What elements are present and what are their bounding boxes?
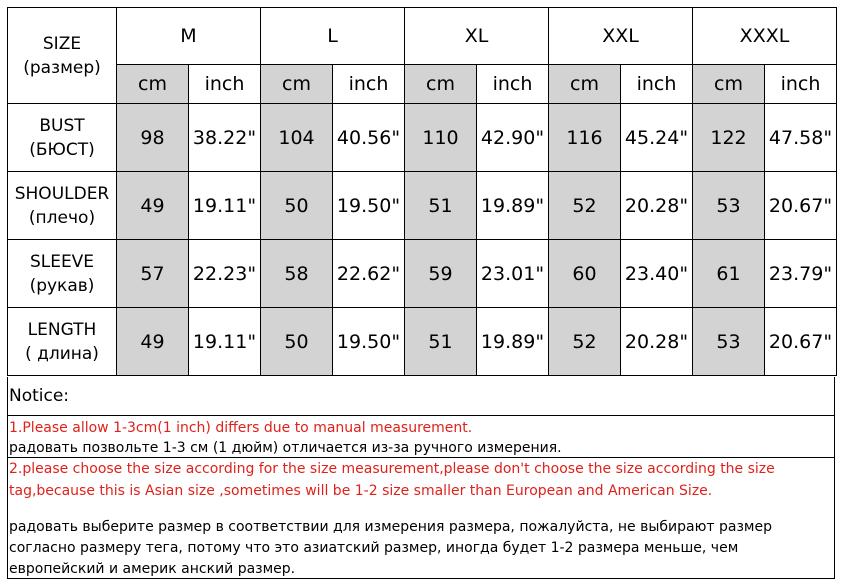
value-cm: 51 xyxy=(405,308,477,376)
unit-cm: cm xyxy=(549,65,621,104)
value-inch: 40.56" xyxy=(333,104,405,172)
unit-cm: cm xyxy=(261,65,333,104)
value-cm: 49 xyxy=(117,172,189,240)
size-chart-table xyxy=(7,7,837,376)
row-label: BUST xyxy=(39,115,85,136)
value-cm: 53 xyxy=(693,308,765,376)
value-cm: 52 xyxy=(549,308,621,376)
size-m-header: M xyxy=(117,8,261,65)
value-inch: 22.23" xyxy=(189,240,261,308)
value-inch: 19.11" xyxy=(189,308,261,376)
size-label: SIZE xyxy=(42,33,82,54)
row-label-cell xyxy=(8,308,117,376)
notice-box xyxy=(7,377,835,579)
notice-divider xyxy=(8,457,834,458)
note2-en-line1: 2.please choose the size according for the size measurement,please don't choose the size according the size xyxy=(9,461,775,477)
value-cm: 58 xyxy=(261,240,333,308)
value-inch: 23.79" xyxy=(765,240,837,308)
value-inch: 22.62" xyxy=(333,240,405,308)
value-cm: 51 xyxy=(405,172,477,240)
unit-cm: cm xyxy=(405,65,477,104)
unit-header-row xyxy=(8,65,837,104)
size-xl-header: XL xyxy=(405,8,549,65)
size-label-ru: (размер) xyxy=(23,57,101,78)
value-cm: 59 xyxy=(405,240,477,308)
row-label: SLEEVE xyxy=(29,251,95,272)
unit-inch: inch xyxy=(765,65,837,104)
row-label: LENGTH xyxy=(27,319,97,340)
note1-ru: радовать позвольте 1-3 см (1 дюйм) отличается из-за ручного измерения. xyxy=(9,440,562,456)
value-inch: 19.50" xyxy=(333,308,405,376)
value-inch: 20.28" xyxy=(621,308,693,376)
note2-ru: радовать выберите размер в соответствии для измерения размера, пожалуйста, не выбирают размер согласно размеру тега, потому что это азиатский размер, иногда будет 1-2 размера меньше, чем европейский и америк анский размер. xyxy=(9,519,772,577)
value-cm: 49 xyxy=(117,308,189,376)
value-cm: 98 xyxy=(117,104,189,172)
row-label-cell xyxy=(8,172,117,240)
value-cm: 104 xyxy=(261,104,333,172)
value-inch: 20.28" xyxy=(621,172,693,240)
row-label-ru: (рукав) xyxy=(29,275,95,296)
table-row-length xyxy=(8,308,837,376)
value-cm: 52 xyxy=(549,172,621,240)
unit-cm: cm xyxy=(693,65,765,104)
row-label-ru: ( длина) xyxy=(25,343,99,364)
value-cm: 61 xyxy=(693,240,765,308)
value-cm: 53 xyxy=(693,172,765,240)
value-cm: 122 xyxy=(693,104,765,172)
note2-en-line2: tag,because this is Asian size ,sometimes will be 1-2 size smaller than European and American Size. xyxy=(9,483,713,499)
notice-divider xyxy=(8,415,834,416)
size-xxl-header: XXL xyxy=(549,8,693,65)
unit-inch: inch xyxy=(621,65,693,104)
value-inch: 47.58" xyxy=(765,104,837,172)
value-inch: 19.11" xyxy=(189,172,261,240)
value-cm: 60 xyxy=(549,240,621,308)
row-label: SHOULDER xyxy=(14,183,110,204)
value-inch: 19.89" xyxy=(477,172,549,240)
size-header-row xyxy=(8,8,837,65)
value-inch: 20.67" xyxy=(765,308,837,376)
unit-cm: cm xyxy=(117,65,189,104)
value-inch: 23.01" xyxy=(477,240,549,308)
row-label-ru: (плечо) xyxy=(28,207,96,228)
size-xxxl-header: XXXL xyxy=(693,8,837,65)
unit-inch: inch xyxy=(189,65,261,104)
unit-inch: inch xyxy=(333,65,405,104)
value-inch: 42.90" xyxy=(477,104,549,172)
value-inch: 19.89" xyxy=(477,308,549,376)
value-cm: 110 xyxy=(405,104,477,172)
value-cm: 50 xyxy=(261,308,333,376)
value-inch: 19.50" xyxy=(333,172,405,240)
value-inch: 45.24" xyxy=(621,104,693,172)
table-row-sleeve xyxy=(8,240,837,308)
row-label-cell xyxy=(8,104,117,172)
row-label-cell xyxy=(8,240,117,308)
row-label-ru: (БЮСТ) xyxy=(29,139,95,160)
table-row-shoulder xyxy=(8,172,837,240)
size-header-cell xyxy=(8,8,117,104)
value-inch: 38.22" xyxy=(189,104,261,172)
note1-en: 1.Please allow 1-3cm(1 inch) differs due to manual measurement. xyxy=(9,420,473,436)
table-row-bust xyxy=(8,104,837,172)
unit-inch: inch xyxy=(477,65,549,104)
notice-title: Notice: xyxy=(9,386,70,406)
size-l-header: L xyxy=(261,8,405,65)
value-inch: 23.40" xyxy=(621,240,693,308)
value-cm: 116 xyxy=(549,104,621,172)
value-cm: 50 xyxy=(261,172,333,240)
value-inch: 20.67" xyxy=(765,172,837,240)
value-cm: 57 xyxy=(117,240,189,308)
